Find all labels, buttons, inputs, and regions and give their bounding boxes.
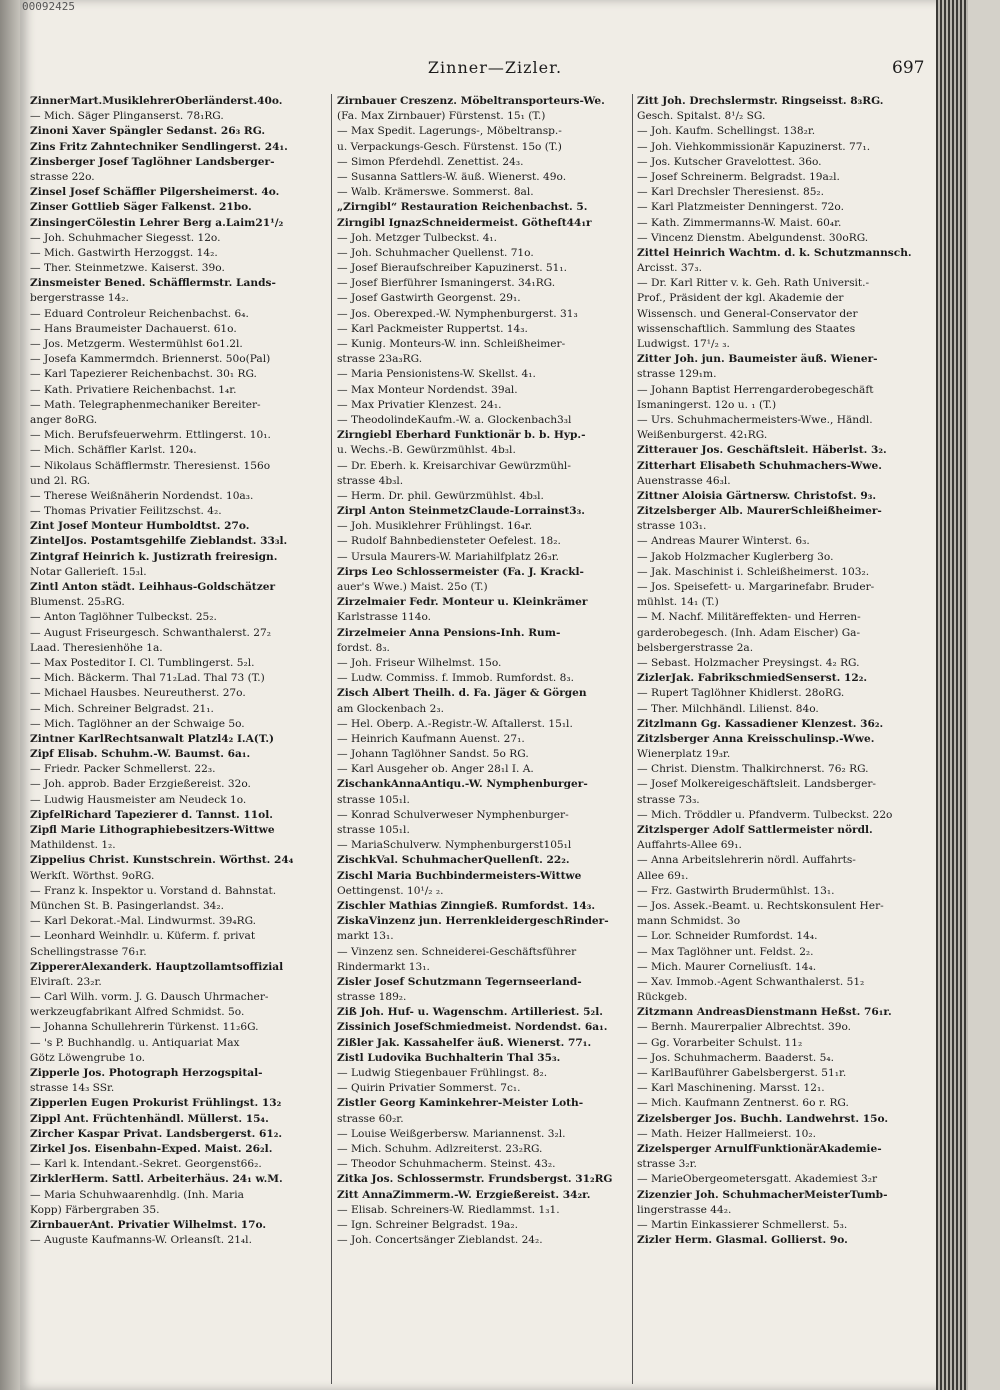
directory-entry-line: u. Wechs.-B. Gewürzmühlst. 4b₃l.: [337, 444, 516, 457]
directory-entry-heading: Zischler Mathias Zinngieß. Rumfordst. 14₃.: [337, 899, 596, 912]
directory-entry-line: — Friedr. Packer Schmellerst. 22₃.: [30, 763, 216, 776]
directory-entry-line: — MariaSchulverw. Nymphenburgerst105₁l: [337, 839, 572, 852]
directory-entry-line: strasse 14₃ SSr.: [30, 1082, 115, 1095]
directory-entry-line: — Xav. Immob.-Agent Schwanthalerst. 51₂: [637, 975, 865, 988]
directory-entry-line: — Heinrich Kaufmann Auenst. 27₁.: [337, 732, 525, 745]
directory-entry-line: — Math. Telegraphenmechaniker Bereiter-: [30, 398, 261, 411]
directory-entry-line: — Hans Braumeister Dachauerst. 61o.: [30, 322, 237, 335]
binding-gutter: [0, 0, 20, 1390]
directory-entry-heading: ZizlerJak. FabrikschmiedSenserst. 12₂.: [637, 672, 868, 685]
directory-entry-line: — Ursula Maurers-W. Mariahilfplatz 26₃r.: [337, 550, 560, 563]
directory-entry-line: — Karl Dekorat.-Mal. Lindwurmst. 39₄RG.: [30, 915, 257, 928]
directory-entry-line: Auenstrasse 46₃l.: [637, 474, 731, 487]
directory-entry-heading: ZintelJos. Postamtsgehilfe Zieblandst. 33₃l.: [30, 535, 288, 548]
directory-entry-line: Auffahrts-Allee 69₁.: [637, 839, 742, 852]
directory-entry-line: — Mich. Schäffler Karlst. 120₄.: [30, 444, 197, 457]
directory-entry-line: strasse 22o.: [30, 170, 95, 183]
directory-entry-line: — Jos. Metzgerm. Westermühlst 6o1.2l.: [30, 338, 243, 350]
directory-entry-line: — Leonhard Weinhdlr. u. Küferm. f. privat: [30, 930, 256, 943]
directory-entry-line: — Johanna Schullehrerin Türkenst. 11₂6G.: [30, 1021, 259, 1034]
directory-entry-line: — Theodor Schuhmacherm. Steinst. 43₂.: [337, 1158, 556, 1171]
directory-entry-heading: Zitterhart Elisabeth Schuhmachers-Wwe.: [637, 459, 882, 472]
directory-entry-line: — Karl Platzmeister Denningerst. 72o.: [637, 201, 844, 214]
directory-entry-line: — Herm. Dr. phil. Gewürzmühlst. 4b₃l.: [337, 489, 544, 502]
directory-entry-heading: Zippl Ant. Früchtenhändl. Müllerst. 15₄.: [30, 1112, 269, 1125]
directory-entry-line: — Josef Schreinerm. Belgradst. 19a₂l.: [637, 170, 840, 183]
directory-entry-line: — Rudolf Bahnbediensteter Oefelest. 18₂.: [337, 535, 561, 548]
directory-entry-line: u. Verpackungs-Gesch. Fürstenst. 15o (T.): [337, 140, 562, 153]
directory-entry-line: — TheodolindeKaufm.-W. a. Glockenbach3₃l: [337, 413, 572, 426]
directory-entry-line: — Susanna Sattlers-W. äuß. Wienerst. 49o.: [337, 170, 567, 183]
directory-entry-line: Wienerplatz 19₃r.: [637, 748, 731, 761]
directory-entry-line: — Dr. Eberh. k. Kreisarchivar Gewürzmühl-: [337, 459, 571, 472]
directory-entry-heading: Zirnbauer Creszenz. Möbeltransporteurs-We.: [337, 95, 605, 107]
directory-entry-heading: Zircher Kaspar Privat. Landsbergerst. 61₂.: [30, 1127, 283, 1140]
directory-entry-line: anger 8oRG.: [30, 413, 98, 426]
directory-entry-line: strasse 129₁m.: [637, 368, 717, 381]
directory-entry-heading: Zinsmeister Bened. Schäfflermstr. Lands-: [30, 277, 276, 290]
directory-entry-heading: Zizelsperger ArnulfFunktionärAkademie-: [637, 1142, 882, 1155]
directory-entry-line: — Carl Wilh. vorm. J. G. Dausch Uhrmacher-: [30, 991, 269, 1004]
directory-entry-line: — Josef Gastwirth Georgenst. 29₁.: [337, 292, 521, 305]
directory-entry-line: — Franz k. Inspektor u. Vorstand d. Bahnstat.: [30, 884, 277, 897]
directory-entry-line: strasse 60₂r.: [337, 1112, 404, 1125]
directory-page: [20, 0, 968, 1390]
directory-entry-line: Allee 69₁.: [637, 869, 689, 882]
directory-entry-line: — Joh. Friseur Wilhelmst. 15o.: [337, 656, 502, 669]
directory-entry-heading: Zippelius Christ. Kunstschrein. Wörthst. 24₄: [30, 854, 294, 867]
directory-entry-line: — Joh. Musiklehrer Frühlingst. 16₄r.: [337, 520, 533, 533]
directory-entry-heading: Zissinich JosefSchmiedmeist. Nordendst. 6a₁.: [337, 1021, 608, 1034]
directory-entry-line: — Michael Hausbes. Neureutherst. 27o.: [30, 687, 246, 700]
directory-entry-line: auer's Wwe.) Maist. 25o (T.): [337, 581, 488, 593]
directory-entry-line: — Mich. Gastwirth Herzoggst. 14₂.: [30, 246, 218, 259]
directory-entry-line: Wissensch. und General-Conservator der: [637, 307, 858, 320]
directory-entry-line: — Joh. Schuhmacher Siegesst. 12o.: [30, 231, 221, 244]
directory-entry-heading: Zitterauer Jos. Geschäftsleit. Häberlst. 3₂.: [637, 444, 887, 457]
directory-entry-heading: Zizler Herm. Glasmal. Gollierst. 9o.: [637, 1234, 848, 1247]
directory-entry-line: — Thomas Privatier Feilitzschst. 4₂.: [30, 505, 222, 518]
directory-entry-line: Götz Löwengrube 1o.: [30, 1051, 146, 1064]
directory-entry-line: — Ludwig Hausmeister am Neudeck 1o.: [30, 793, 247, 806]
directory-entry-line: — Gg. Vorarbeiter Schulst. 11₂: [637, 1036, 803, 1049]
directory-entry-heading: Zinser Gottlieb Säger Falkenst. 21bo.: [30, 201, 252, 214]
column-divider: [331, 94, 332, 1384]
directory-entry-line: — Therese Weißnäherin Nordendst. 10a₃.: [30, 489, 254, 502]
directory-entry-line: — August Friseurgesch. Schwanthalerst. 27₂: [30, 626, 271, 639]
directory-entry-line: Oettingenst. 10¹/₂ ₂.: [337, 884, 444, 897]
directory-entry-heading: Zitt Joh. Drechslermstr. Ringseisst. 8₃RG.: [637, 95, 884, 107]
directory-entry-heading: Zitter Joh. jun. Baumeister äuß. Wiener-: [637, 353, 878, 366]
directory-entry-line: Schellingstrasse 76₁r.: [30, 945, 147, 958]
directory-entry-line: — Anna Arbeitslehrerin nördl. Auffahrts-: [637, 854, 856, 867]
directory-entry-heading: ZinsingerCölestin Lehrer Berg a.Laim21¹/₂: [30, 216, 284, 229]
page-header: [20, 58, 968, 84]
directory-entry-line: — Maria Schuhwaarenhdlg. (Inh. Maria: [30, 1188, 244, 1201]
directory-entry-line: belsbergerstrasse 2a.: [637, 641, 754, 654]
column-2: [337, 94, 629, 1384]
directory-entry-line: — Ludwig Stiegenbauer Frühlingst. 8₂.: [337, 1067, 548, 1079]
directory-entry-line: — Vincenz Dienstm. Abelgundenst. 30oRG.: [637, 231, 869, 244]
directory-entry-heading: Zint Josef Monteur Humboldtst. 27o.: [30, 520, 250, 533]
directory-entry-line: — Christ. Dienstm. Thalkirchnerst. 76₂ RG.: [637, 763, 869, 776]
directory-entry-line: — Karl Drechsler Theresienst. 85₂.: [637, 186, 825, 199]
directory-entry-heading: Zipperlen Eugen Prokurist Frühlingst. 13₂: [30, 1097, 282, 1110]
directory-entry-line: — Joh. Metzger Tulbeckst. 4₁.: [337, 231, 498, 244]
directory-entry-heading: Zitzlmann Gg. Kassadiener Klenzest. 36₂.: [637, 717, 884, 730]
directory-entry-line: strasse 3₂r.: [637, 1158, 697, 1171]
directory-entry-line: — Karl Maschinening. Marsst. 12₁.: [637, 1082, 825, 1095]
directory-entry-line: — Joh. Viehkommissionär Kapuzinerst. 77₁.: [637, 140, 871, 153]
directory-entry-line: — Maria Pensionistens-W. Skellst. 4₁.: [337, 368, 536, 381]
directory-entry-line: — Bernh. Maurerpalier Albrechtst. 39o.: [637, 1021, 852, 1034]
directory-entry-line: Notar Gallerieſt. 15₃l.: [30, 565, 147, 578]
directory-entry-heading: Zinoni Xaver Spängler Sedanst. 26₃ RG.: [30, 125, 266, 138]
directory-entry-line: Blumenst. 25₃RG.: [30, 596, 125, 609]
directory-entry-line: Prof., Präsident der kgl. Akademie der: [637, 292, 844, 305]
directory-entry-line: — Ludw. Commiss. f. Immob. Rumfordst. 8₃.: [337, 672, 574, 685]
directory-entry-heading: Zintgraf Heinrich k. Justizrath freiresign.: [30, 550, 278, 563]
directory-entry-line: strasse 103₁.: [637, 520, 707, 533]
directory-entry-line: — Joh. Schuhmacher Quellenst. 71o.: [337, 246, 534, 259]
directory-entry-line: — Mich. Maurer Corneliusſt. 14₄.: [637, 960, 817, 973]
directory-entry-line: — Jos. Assek.-Beamt. u. Rechtskonsulent Her-: [637, 899, 884, 912]
directory-entry-line: — Karl Tapezierer Reichenbachst. 30₁ RG.: [30, 368, 257, 381]
directory-entry-line: — Karl k. Intendant.-Sekret. Georgenst66₂.: [30, 1158, 262, 1171]
directory-entry-line: Laad. Theresienhöhe 1a.: [30, 641, 163, 654]
page-number: 697: [892, 58, 925, 78]
directory-entry-line: — Kunig. Monteurs-W. inn. Schleißheimer-: [337, 338, 566, 350]
directory-entry-line: — Max Spedit. Lagerungs-, Möbeltransp.-: [337, 125, 562, 138]
directory-entry-line: — Walb. Krämerswe. Sommerst. 8al.: [337, 186, 534, 199]
directory-entry-line: — Jos. Schuhmacherm. Baaderst. 5₄.: [637, 1051, 834, 1064]
directory-entry-line: — Mich. Säger Plinganserst. 78₁RG.: [30, 110, 224, 123]
column-1: [30, 94, 322, 1384]
column-3: [637, 94, 929, 1384]
directory-entry-heading: Zischl Maria Buchbindermeisters-Wittwe: [337, 869, 582, 882]
directory-entry-line: — Kath. Privatiere Reichenbachst. 1₄r.: [30, 383, 237, 396]
directory-entry-heading: ZischkVal. SchuhmacherQuellenſt. 22₂.: [337, 854, 570, 867]
directory-entry-heading: Zitzmann AndreasDienstmann Heßst. 76₁r.: [637, 1006, 892, 1019]
directory-entry-line: wissenschaftlich. Sammlung des Staates: [637, 322, 856, 335]
directory-entry-heading: Zisch Albert Theilh. d. Fa. Jäger & Görgen: [337, 687, 587, 700]
directory-entry-heading: Zirngiebl Eberhard Funktionär b. b. Hyp.-: [337, 429, 586, 442]
directory-entry-line: Weißenburgerst. 42₁RG.: [637, 429, 768, 442]
directory-entry-line: — Kath. Zimmermanns-W. Maist. 60₄r.: [637, 216, 842, 229]
directory-entry-heading: ZinnerMart.MusiklehrerOberländerst.40o.: [30, 95, 283, 107]
directory-entry-line: — Max Posteditor I. Cl. Tumblingerst. 5₂l.: [30, 656, 255, 669]
directory-entry-line: — Josef Molkereigeschäftsleit. Landsberger-: [637, 778, 877, 791]
directory-entry-line: — Mich. Bäckerm. Thal 71₂Lad. Thal 73 (T.): [30, 672, 265, 685]
directory-entry-line: — Mich. Tröddler u. Pfandverm. Tulbeckst. 22o: [637, 808, 893, 821]
directory-entry-heading: ZirnbauerAnt. Privatier Wilhelmst. 17o.: [30, 1218, 267, 1231]
directory-entry-line: — Louise Weißgerbersw. Mariannenst. 3₂l.: [337, 1127, 566, 1140]
directory-entry-heading: Zitzlsberger Anna Kreisschulinsp.-Wwe.: [637, 732, 875, 745]
directory-entry-line: — Quirin Privatier Sommerst. 7c₁.: [337, 1082, 521, 1095]
directory-entry-heading: Zistler Georg Kaminkehrer-Meister Loth-: [337, 1097, 584, 1110]
directory-entry-line: — Math. Heizer Hallmeierst. 10₂.: [637, 1127, 817, 1140]
directory-entry-heading: Zizelsberger Jos. Buchh. Landwehrst. 15o.: [637, 1112, 889, 1125]
archive-id: 00092425: [22, 0, 75, 13]
directory-entry-line: Rindermarkt 13₁.: [337, 960, 430, 973]
page-edge: [936, 0, 968, 1390]
directory-entry-line: — Joh. Kaufm. Schellingst. 138₂r.: [637, 125, 816, 138]
directory-entry-line: — Karl Ausgeher ob. Anger 28₁l I. A.: [337, 763, 534, 776]
directory-entry-line: — Ther. Steinmetzwe. Kaiserst. 39o.: [30, 262, 225, 275]
directory-entry-line: — Andreas Maurer Winterst. 6₃.: [637, 535, 810, 548]
directory-entry-line: markt 13₁.: [337, 930, 394, 943]
directory-entry-line: Elviraſt. 23₂r.: [30, 975, 102, 988]
directory-entry-line: — Max Privatier Klenzest. 24₁.: [337, 398, 502, 411]
directory-entry-line: — Max Taglöhner unt. Feldst. 2₂.: [637, 945, 814, 958]
directory-entry-line: — Johann Taglöhner Sandst. 5o RG.: [337, 748, 529, 761]
directory-entry-line: Arcisst. 37₃.: [637, 262, 702, 275]
directory-entry-line: — Mich. Schuhm. Adlzreiterst. 23₂RG.: [337, 1142, 543, 1155]
directory-entry-line: — Sebast. Holzmacher Preysingst. 4₂ RG.: [637, 656, 860, 669]
directory-entry-heading: Zirps Leo Schlossermeister (Fa. J. Krackl-: [337, 565, 584, 578]
directory-entry-line: — Hel. Oberp. A.-Registr.-W. Aſtallerst. 15₁l.: [337, 717, 573, 730]
directory-entry-heading: ZipfelRichard Tapezierer d. Tannst. 11ol.: [30, 808, 273, 821]
directory-entry-line: strasse 23a₃RG.: [337, 353, 423, 366]
directory-entry-line: und 2l. RG.: [30, 474, 91, 487]
directory-entry-line: — MarieObergeometersgatt. Akademiest 3₂r: [637, 1173, 878, 1186]
directory-entry-heading: Zißler Jak. Kassahelfer äuß. Wienerst. 77₁.: [337, 1036, 592, 1049]
directory-entry-heading: ZiskaVinzenz jun. HerrenkleidergeschRinder-: [337, 915, 609, 928]
directory-entry-line: — Joh. Concertsänger Zieblandst. 24₂.: [337, 1234, 543, 1247]
directory-entry-line: — Ther. Milchhändl. Lilienst. 84o.: [637, 702, 819, 715]
directory-entry-line: München St. B. Pasingerlandst. 34₂.: [30, 899, 225, 912]
directory-entry-line: Mathildenst. 1₂.: [30, 839, 116, 852]
directory-entry-line: mühlst. 14₁ (T.): [637, 596, 719, 609]
directory-entry-line: — Rupert Taglöhner Khidlerst. 28oRG.: [637, 687, 845, 700]
directory-entry-heading: Zipperle Jos. Photograph Herzogspital-: [30, 1067, 263, 1079]
directory-entry-line: am Glockenbach 2₃.: [337, 702, 444, 715]
directory-entry-line: fordst. 8₃.: [337, 641, 390, 654]
directory-entry-line: strasse 105₁l.: [337, 824, 410, 836]
directory-entry-line: bergerstrasse 14₂.: [30, 292, 129, 305]
directory-entry-line: strasse 4b₃l.: [337, 474, 404, 487]
directory-entry-line: (Fa. Max Zirnbauer) Fürstenst. 15₁ (T.): [337, 110, 546, 123]
directory-entry-line: — Jak. Maschinist i. Schleißheimerst. 103₂.: [637, 565, 870, 578]
directory-entry-heading: ZirklerHerm. Sattl. Arbeiterhäus. 24₁ w.M.: [30, 1173, 283, 1186]
directory-entry-line: — Mich. Berufsfeuerwehrm. Ettlingerst. 10₁.: [30, 429, 271, 442]
directory-entry-line: — Jos. Oberexped.-W. Nymphenburgerst. 31₃: [337, 307, 578, 320]
directory-entry-line: — Auguste Kaufmanns-W. Orleansſt. 21₄l.: [30, 1234, 252, 1247]
directory-entry-heading: Zirpl Anton SteinmetzClaude-Lorrainst3₃.: [337, 505, 585, 518]
directory-entry-heading: Zintner KarlRechtsanwalt Platzl4₂ I.A(T.): [30, 732, 275, 745]
directory-entry-heading: Zirzelmeier Anna Pensions-Inh. Rum-: [337, 626, 561, 639]
directory-entry-heading: Zitzelsberger Alb. MaurerSchleißheimer-: [637, 505, 882, 518]
directory-entry-line: werkzeugfabrikant Alfred Schmidst. 5o.: [30, 1006, 245, 1019]
directory-entry-heading: Zitka Jos. Schlossermstr. Frundsbergst. 31₂RG: [337, 1173, 613, 1186]
directory-entry-heading: ZischankAnnaAntiqu.-W. Nymphenburger-: [337, 778, 588, 791]
directory-columns: [30, 94, 935, 1384]
directory-entry-line: — Urs. Schuhmachermeisters-Wwe., Händl.: [637, 413, 873, 426]
directory-entry-line: Werkſt. Wörthst. 9oRG.: [30, 869, 155, 882]
directory-entry-heading: „Zirngibl“ Restauration Reichenbachst. 5.: [337, 201, 588, 214]
directory-entry-heading: Ziß Joh. Huf- u. Wagenschm. Artilleriest. 5₂l.: [337, 1006, 603, 1019]
directory-entry-heading: Zitzlsperger Adolf Sattlermeister nördl.: [637, 824, 873, 836]
directory-entry-line: Ismaningerst. 12o u. ₁ (T.): [637, 398, 777, 411]
directory-entry-line: — Joh. approb. Bader Erzgießereist. 32o.: [30, 778, 251, 791]
directory-entry-line: Karlstrasse 114o.: [337, 611, 432, 624]
directory-entry-heading: Zistl Ludovika Buchhalterin Thal 35₃.: [337, 1051, 561, 1064]
directory-entry-line: — Jakob Holzmacher Kuglerberg 3o.: [637, 550, 834, 563]
directory-entry-line: — Johann Baptist Herrengarderobegeschäft: [637, 383, 874, 396]
directory-entry-line: — Ign. Schreiner Belgradst. 19a₂.: [337, 1218, 518, 1231]
directory-entry-heading: Zinsel Josef Schäffler Pilgersheimerst. 4o.: [30, 186, 280, 199]
directory-entry-line: — Josefa Kammermdch. Briennerst. 50o(Pal): [30, 353, 271, 366]
directory-entry-line: — Mich. Schreiner Belgradst. 21₁.: [30, 702, 214, 715]
directory-entry-heading: Zirzelmaier Fedr. Monteur u. Kleinkrämer: [337, 596, 588, 609]
directory-entry-heading: Zins Fritz Zahntechniker Sendlingerst. 24₁.: [30, 140, 288, 153]
directory-entry-line: mann Schmidst. 3o: [637, 915, 741, 928]
directory-entry-line: — Mich. Kaufmann Zentnerst. 6o r. RG.: [637, 1097, 849, 1110]
directory-entry-heading: Zirkel Jos. Eisenbahn-Exped. Maist. 26₂l.: [30, 1142, 273, 1155]
directory-entry-line: — Eduard Controleur Reichenbachst. 6₄.: [30, 307, 249, 320]
directory-entry-heading: Zipf Elisab. Schuhm.-W. Baumst. 6a₁.: [30, 748, 251, 761]
directory-entry-line: — Elisab. Schreiners-W. Riedlammst. 1₃1.: [337, 1203, 560, 1216]
directory-entry-line: Ludwigst. 17¹/₂ ₃.: [637, 338, 730, 350]
directory-entry-line: — Dr. Karl Ritter v. k. Geh. Rath Universit.-: [637, 277, 870, 290]
directory-entry-line: Rückgeb.: [637, 991, 688, 1004]
directory-entry-line: — Anton Taglöhner Tulbeckst. 25₂.: [30, 611, 217, 624]
directory-entry-line: — Josef Bieraufschreiber Kapuzinerst. 51₁.: [337, 262, 568, 275]
directory-entry-heading: Zizenzier Joh. SchuhmacherMeisterTumb-: [637, 1188, 888, 1201]
directory-entry-heading: ZippererAlexanderk. Hauptzollamtsoffizial: [30, 960, 284, 973]
directory-entry-line: — Lor. Schneider Rumfordst. 14₄.: [637, 930, 818, 943]
directory-entry-heading: Zintl Anton städt. Leihhaus-Goldschätzer: [30, 581, 276, 593]
column-divider: [632, 94, 633, 1384]
directory-entry-line: lingerstrasse 44₂.: [637, 1203, 732, 1216]
directory-entry-line: — 's P. Buchhandlg. u. Antiquariat Max: [30, 1036, 240, 1049]
directory-entry-line: — Nikolaus Schäfflermstr. Theresienst. 156o: [30, 459, 271, 472]
directory-entry-line: — Konrad Schulverweser Nymphenburger-: [337, 808, 569, 821]
directory-entry-line: — Mich. Taglöhner an der Schwaige 5o.: [30, 717, 245, 730]
directory-entry-line: Kopp) Färbergraben 35.: [30, 1203, 160, 1216]
directory-entry-line: — Frz. Gastwirth Brudermühlst. 13₁.: [637, 884, 835, 897]
directory-entry-line: Gesch. Spitalst. 8¹/₂ SG.: [637, 110, 766, 123]
directory-entry-heading: Zisler Josef Schutzmann Tegernseerland-: [337, 975, 582, 988]
directory-entry-heading: Zittel Heinrich Wachtm. d. k. Schutzmannsch.: [637, 246, 912, 259]
directory-entry-line: strasse 73₃.: [637, 793, 700, 806]
directory-entry-line: strasse 189₂.: [337, 991, 407, 1004]
directory-entry-heading: Zinsberger Josef Taglöhner Landsberger-: [30, 155, 275, 168]
directory-entry-heading: Zipfl Marie Lithographiebesitzers-Wittwe: [30, 824, 275, 836]
directory-entry-line: — M. Nachf. Militäreffekten- und Herren-: [637, 611, 861, 624]
directory-entry-line: — Jos. Speisefett- u. Margarinefabr. Bruder-: [637, 581, 875, 593]
directory-entry-line: strasse 105₁l.: [337, 793, 410, 806]
directory-entry-line: — Josef Bierführer Ismaningerst. 34₁RG.: [337, 277, 556, 290]
directory-entry-line: — KarlBauführer Gabelsbergerst. 51₁r.: [637, 1067, 847, 1079]
directory-entry-heading: Zitt AnnaZimmerm.-W. Erzgießereist. 34₂r.: [337, 1188, 591, 1201]
directory-entry-line: — Max Monteur Nordendst. 39al.: [337, 383, 518, 396]
directory-entry-line: garderobegesch. (Inh. Adam Eischer) Ga-: [637, 626, 861, 639]
directory-entry-line: — Karl Packmeister Ruppertst. 14₃.: [337, 322, 528, 335]
directory-entry-heading: Zittner Aloisia Gärtnersw. Christofst. 9₃.: [637, 489, 877, 502]
directory-entry-line: — Jos. Kutscher Gravelottest. 36o.: [637, 155, 822, 168]
directory-entry-line: — Vinzenz sen. Schneiderei-Geschäftsführer: [337, 945, 577, 958]
directory-entry-line: — Martin Einkassierer Schmellerst. 5₃.: [637, 1218, 848, 1231]
page-title: Zinner—Zizler.: [427, 58, 563, 77]
directory-entry-heading: Zirngibl IgnazSchneidermeist. Götheſt44₁r: [337, 216, 592, 229]
directory-entry-line: — Simon Pferdehdl. Zenettist. 24₃.: [337, 155, 524, 168]
